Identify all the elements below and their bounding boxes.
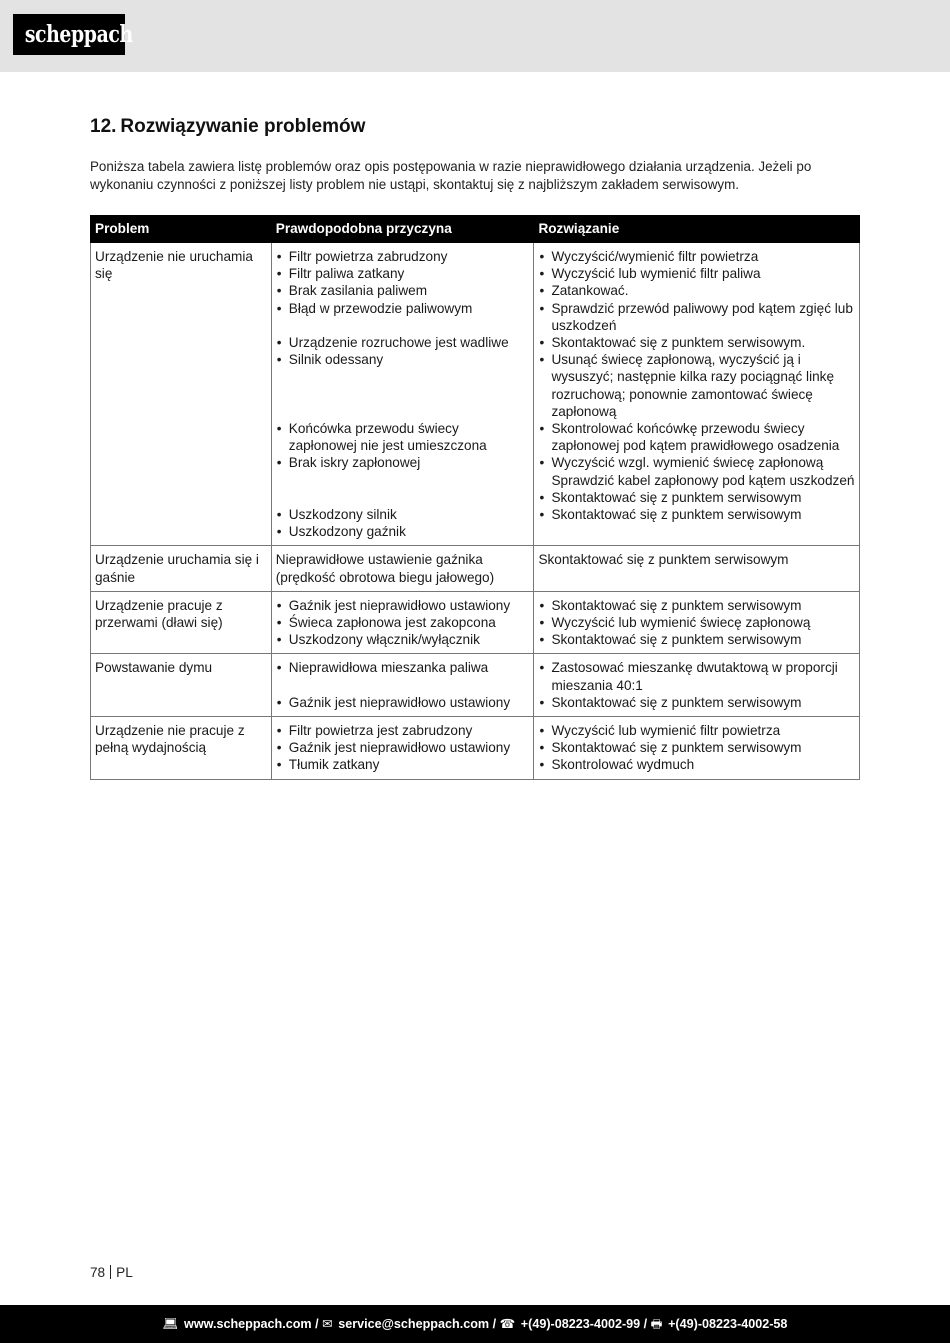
list-item: • Gaźnik jest nieprawidłowo ustawiony <box>276 597 530 614</box>
list-item: • Świeca zapłonowa jest zakopcona <box>276 614 530 631</box>
header-cause: Prawdopodobna przyczyna <box>271 216 534 243</box>
troubleshooting-table <box>90 215 860 780</box>
list-item: • Wyczyścić wzgl. wymienić świecę zapłonową Sprawdzić kabel zapłonowy pod kątem uszkodzeń <box>538 454 855 488</box>
list-item: • Uszkodzony gaźnik <box>276 523 530 540</box>
list-item: • Końcówka przewodu świecy zapłonowej nie jest umieszczona <box>276 420 530 454</box>
list-item: • Skontaktować się z punktem serwisowym <box>538 489 855 506</box>
phone-number: +(49)-08223-4002-99 <box>520 1317 641 1331</box>
solution-cell <box>534 591 860 654</box>
solution-cell <box>534 243 860 546</box>
cause-cell <box>271 654 534 717</box>
list-item: • Silnik odessany <box>276 351 530 368</box>
problem-cell: Urządzenie nie pracuje z pełną wydajnością <box>91 717 272 780</box>
list-item: • Uszkodzony włącznik/wyłącznik <box>276 631 530 648</box>
list-item: • Filtr powietrza zabrudzony <box>276 248 530 265</box>
section-title: 12. Rozwiązywanie problemów <box>90 116 366 137</box>
problem-cell: Powstawanie dymu <box>91 654 272 717</box>
list-item: • Filtr powietrza jest zabrudzony <box>276 722 530 739</box>
cause-cell <box>271 717 534 780</box>
cause-cell <box>271 243 534 546</box>
list-item: • Usunąć świecę zapłonową, wyczyścić ją i wysuszyć; następnie kilka razy pociągnąć linkę rozruchową; ponownie zamontować świecę zapłonową <box>538 351 855 420</box>
scheppach-logo: scheppach <box>13 14 125 55</box>
header-problem: Problem <box>91 216 272 243</box>
table-row <box>91 243 860 546</box>
intro-paragraph: Poniższa tabela zawiera listę problemów oraz opis postępowania w razie nieprawidłowego działania urządzenia. Jeżeli po wykonaniu czynności z poniższej listy problem nie ustąpi, skontaktuj się z najbliższym zakładem serwisowym. <box>90 159 812 192</box>
problem-cell: Urządzenie nie uruchamia się <box>91 243 272 546</box>
list-item: • Skontrolować końcówkę przewodu świecy zapłonowej pod kątem prawidłowego osadzenia <box>538 420 855 454</box>
list-item: • Urządzenie rozruchowe jest wadliwe <box>276 334 530 351</box>
problem-cell: Urządzenie pracuje z przerwami (dławi się) <box>91 591 272 654</box>
list-item: • Zastosować mieszankę dwutaktową w proporcji mieszania 40:1 <box>538 659 855 693</box>
list-item: • Brak iskry zapłonowej <box>276 454 530 471</box>
table-row <box>91 654 860 717</box>
list-item: • Sprawdzić przewód paliwowy pod kątem zgięć lub uszkodzeń <box>538 300 855 334</box>
list-item: • Wyczyścić/wymienić filtr powietrza <box>538 248 855 265</box>
table-row <box>91 546 860 591</box>
computer-icon: 💻︎ <box>162 1317 179 1331</box>
table-row <box>91 717 860 780</box>
problem-cell: Urządzenie uruchamia się i gaśnie <box>91 546 272 591</box>
fax-icon: 🖶︎ <box>650 1317 663 1331</box>
list-item: • Tłumik zatkany <box>276 756 530 773</box>
list-item: • Uszkodzony silnik <box>276 506 530 523</box>
table-header-row <box>91 216 860 243</box>
list-item: • Skontaktować się z punktem serwisowym <box>538 739 855 756</box>
solution-cell: Skontaktować się z punktem serwisowym <box>534 546 860 591</box>
list-item: • Wyczyścić lub wymienić filtr paliwa <box>538 265 855 282</box>
list-item: • Nieprawidłowa mieszanka paliwa <box>276 659 530 676</box>
top-bar <box>0 0 950 72</box>
fax-number: +(49)-08223-4002-58 <box>668 1317 788 1331</box>
list-item: • Wyczyścić lub wymienić filtr powietrza <box>538 722 855 739</box>
mail-icon: ✉︎ <box>322 1317 333 1331</box>
divider <box>110 1265 111 1279</box>
header-solution: Rozwiązanie <box>534 216 860 243</box>
phone-icon: ☎︎ <box>499 1317 516 1331</box>
solution-cell <box>534 654 860 717</box>
list-item: • Zatankować. <box>538 282 855 299</box>
list-item: • Brak zasilania paliwem <box>276 282 530 299</box>
page-number: 78 PL <box>90 1265 133 1280</box>
list-item: • Błąd w przewodzie paliwowym <box>276 300 530 317</box>
solution-cell <box>534 717 860 780</box>
email-link[interactable]: service@scheppach.com <box>338 1317 490 1331</box>
list-item: • Gaźnik jest nieprawidłowo ustawiony <box>276 739 530 756</box>
list-item: • Skontaktować się z punktem serwisowym <box>538 694 855 711</box>
website-link[interactable]: www.scheppach.com <box>184 1317 312 1331</box>
list-item: • Skontaktować się z punktem serwisowym <box>538 631 855 648</box>
list-item: • Skontaktować się z punktem serwisowym. <box>538 334 855 351</box>
list-item: • Filtr paliwa zatkany <box>276 265 530 282</box>
table-row <box>91 591 860 654</box>
cause-cell <box>271 591 534 654</box>
list-item: • Gaźnik jest nieprawidłowo ustawiony <box>276 694 530 711</box>
list-item: • Skontaktować się z punktem serwisowym <box>538 597 855 614</box>
footer-bar: 💻︎ www.scheppach.com / ✉︎ service@scheppach.com / ☎︎ +(49)-08223-4002-99 / 🖶︎ +(49)-08223-4002-58 <box>0 1305 950 1343</box>
list-item: • Skontaktować się z punktem serwisowym <box>538 506 855 523</box>
list-item: • Wyczyścić lub wymienić świecę zapłonową <box>538 614 855 631</box>
cause-cell: Nieprawidłowe ustawienie gaźnika (prędkość obrotowa biegu jałowego) <box>271 546 534 591</box>
list-item: • Skontrolować wydmuch <box>538 756 855 773</box>
